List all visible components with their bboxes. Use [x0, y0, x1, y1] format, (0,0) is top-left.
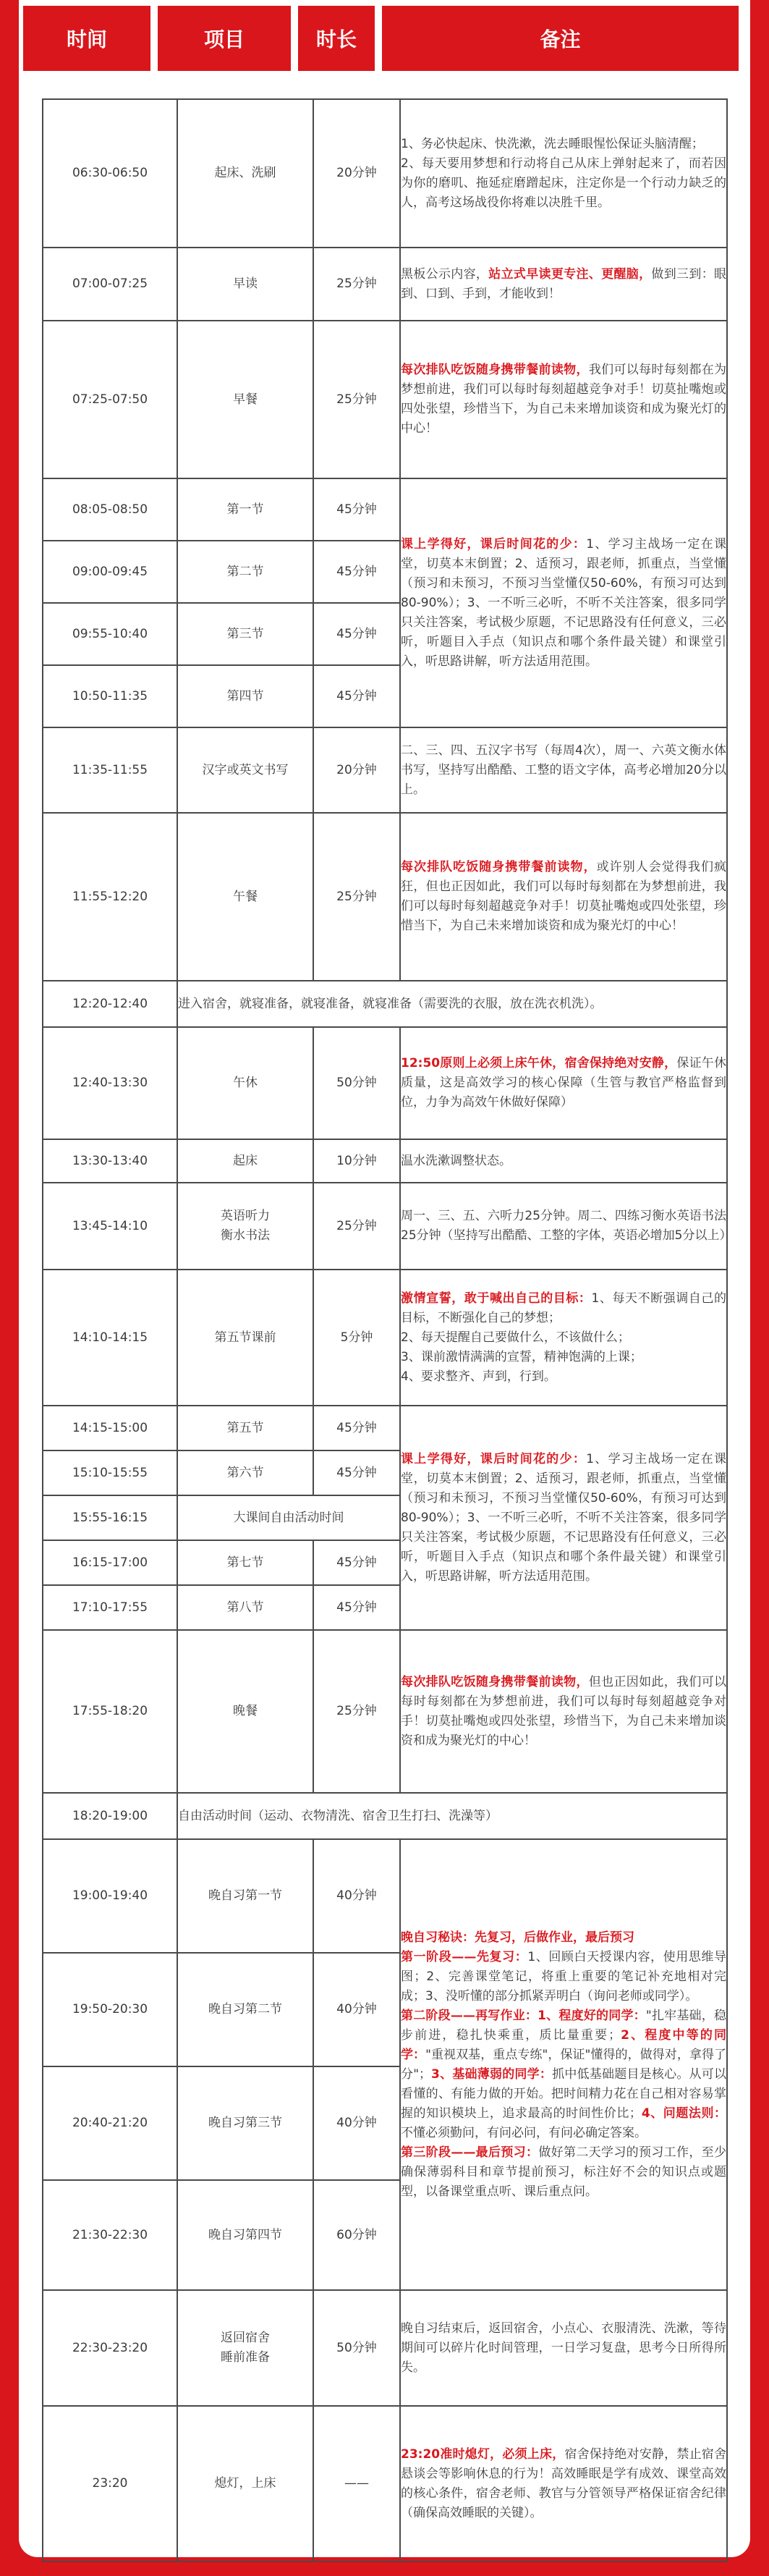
time-cell: 21:30-22:30: [43, 2180, 177, 2290]
item-cell: 汉字或英文书写: [177, 727, 313, 813]
duration-cell: 45分钟: [313, 1540, 400, 1585]
time-cell: 15:55-16:15: [43, 1495, 177, 1540]
time-cell: 07:00-07:25: [43, 248, 177, 321]
time-cell: 06:30-06:50: [43, 99, 177, 248]
note-text: 1、学习主战场一定在课堂，切莫本末倒置；2、适预习，跟老师，抓重点，当堂懂（预习和未预习，不预习当堂懂仅50-60%，有预习可达到80-90%）；3、一不听三必听，不听不关注答案，很多同学只关注答案，考试极少原题，不记思路没有任何意义，三必听，听题目入手点（知识点和哪个条件最关键）和课堂引入，听思路讲解，听方法适用范围。: [401, 536, 726, 669]
note-highlight: 课上学得好，课后时间花的少：: [401, 536, 587, 552]
time-cell: 22:30-23:20: [43, 2290, 177, 2406]
duration-cell: 50分钟: [313, 1027, 400, 1139]
schedule-table: [42, 98, 732, 2562]
note-cell: 1、务必快起床、快洗漱，洗去睡眼惺忪保证头脑清醒； 2、每天要用梦想和行动将自己从床上弹射起来了，而若因为你的磨叽、拖延症磨蹭起床，注定你是一个行动力缺乏的人，高考这场战役你将难以决胜千里。: [400, 99, 727, 248]
table-row: [43, 981, 727, 1027]
time-cell: 23:20: [43, 2406, 177, 2562]
time-cell: 14:10-14:15: [43, 1270, 177, 1406]
duration-cell: 40分钟: [313, 2066, 400, 2180]
item-cell: 第五节: [177, 1406, 313, 1450]
break-cell: 大课间自由活动时间: [177, 1495, 400, 1540]
note-highlight: 1、程度好的同学：: [538, 2008, 646, 2023]
note-text: 保证午休质量，这是高效学习的核心保障（生管与教官严格监督到位，力争为高效午休做好保障）: [401, 1056, 726, 1110]
duration-cell: 25分钟: [313, 1630, 400, 1793]
time-cell: 17:10-17:55: [43, 1585, 177, 1630]
table-row: [43, 2290, 727, 2406]
note-text: 抓中低基础题目是核心。从可以看懂的、有能力做的开始。把时间精力花在自己相对容易掌握的知识模块上，追求最高的时间性价比；: [401, 2066, 726, 2121]
time-cell: 13:30-13:40: [43, 1139, 177, 1183]
table-row: [43, 1270, 727, 1406]
duration-cell: 40分钟: [313, 1839, 400, 1953]
item-cell: 第三节: [177, 603, 313, 665]
note-cell: [400, 1630, 727, 1793]
item-cell: 第二节: [177, 541, 313, 603]
duration-cell: 10分钟: [313, 1139, 400, 1183]
note-text: 黑板公示内容，: [401, 266, 489, 282]
duration-cell: 25分钟: [313, 321, 400, 478]
duration-cell: 45分钟: [313, 478, 400, 541]
time-cell: 11:55-12:20: [43, 813, 177, 981]
duration-cell: 45分钟: [313, 603, 400, 665]
item-cell: 起床: [177, 1139, 313, 1183]
duration-cell: 45分钟: [313, 1450, 400, 1495]
note-highlight: 站立式早读更专注、更醒脑，: [488, 266, 652, 282]
note-text: 宿舍保持绝对安静，禁止宿舍悬谈会等影响休息的行为！高效睡眠是学有成效、课堂高效的核心条件，宿舍老师、教官与分管领导严格保证宿舍纪律（确保高效睡眠的关键）。: [401, 2446, 726, 2520]
table-row: [43, 1406, 727, 1450]
note-cell: [400, 1027, 727, 1139]
note-text: "扎牢基础，稳步前进，稳扎快乘重，质比量重要；: [401, 2008, 726, 2043]
duration-cell: 45分钟: [313, 1585, 400, 1630]
note-cell: [400, 2406, 727, 2562]
table-row: [43, 99, 727, 248]
header-time: 时间: [22, 4, 152, 72]
note-highlight: 2、程度中等的同学：: [401, 2027, 726, 2062]
item-cell: 晚自习第一节: [177, 1839, 313, 1953]
wide-note-cell: 自由活动时间（运动、衣物清洗、宿舍卫生打扫、洗澡等）: [177, 1793, 727, 1839]
item-cell: 晚自习第二节: [177, 1953, 313, 2066]
note-cell: 温水洗漱调整状态。: [400, 1139, 727, 1183]
table-row: [43, 321, 727, 478]
duration-cell: ——: [313, 2406, 400, 2562]
note-highlight: 23:20准时熄灯，必须上床，: [401, 2446, 565, 2462]
item-cell: 第六节: [177, 1450, 313, 1495]
table-row: [43, 478, 727, 541]
note-cell: [400, 248, 727, 321]
note-highlight: 每次排队吃饭随身携带餐前读物，: [401, 1674, 589, 1689]
time-cell: 12:40-13:30: [43, 1027, 177, 1139]
note-highlight: 3、基础薄弱的同学：: [431, 2066, 553, 2082]
duration-cell: 60分钟: [313, 2180, 400, 2290]
note-highlight: 课上学得好，课后时间花的少：: [401, 1451, 587, 1466]
item-cell: 第一节: [177, 478, 313, 541]
note-cell: [400, 321, 727, 478]
note-highlight: 4、问题法则：: [641, 2106, 726, 2121]
duration-cell: 25分钟: [313, 1183, 400, 1270]
table-row: [43, 727, 727, 813]
note-title: 晚自习秘诀：先复习，后做作业，最后预习: [401, 1930, 634, 1945]
duration-cell: 45分钟: [313, 1406, 400, 1450]
item-cell: 早餐: [177, 321, 313, 478]
header-item: 项目: [156, 4, 292, 72]
note-text: 做好第二天学习的预习工作，至少确保薄弱科目和章节提前预习，标注好不会的知识点或题型，以备课堂重点听、课后重点问。: [401, 2145, 727, 2199]
item-cell: 熄灯，上床: [177, 2406, 313, 2562]
note-cell: 晚自习结束后，返回宿舍，小点心、衣服清洗、洗漱，等待期间可以碎片化时间管理，一日学习复盘，思考今日所得所失。: [400, 2290, 727, 2406]
note-cell: [400, 478, 727, 727]
table-row: [43, 1183, 727, 1270]
table-row: [43, 248, 727, 321]
wide-note-cell: 进入宿舍，就寝准备，就寝准备，就寝准备（需要洗的衣服，放在洗衣机洗）。: [177, 981, 727, 1027]
table-row: [43, 1139, 727, 1183]
time-cell: 12:20-12:40: [43, 981, 177, 1027]
item-cell: 晚自习第四节: [177, 2180, 313, 2290]
note-text: 或许别人会觉得我们疯狂，但也正因如此，我们可以每时每刻都在为梦想前进，我们可以每时每刻超越竞争对手！切莫扯嘴炮或四处张望，珍惜当下，为自己未来增加谈资和成为聚光灯的中心！: [401, 860, 726, 933]
note-highlight: 12:50原则上必须上床午休，宿舍保持绝对安静，: [401, 1056, 677, 1070]
duration-cell: 50分钟: [313, 2290, 400, 2406]
item-cell: 晚自习第三节: [177, 2066, 313, 2180]
item-cell: 第八节: [177, 1585, 313, 1630]
time-cell: 18:20-19:00: [43, 1793, 177, 1839]
time-cell: 19:00-19:40: [43, 1839, 177, 1953]
time-cell: 16:15-17:00: [43, 1540, 177, 1585]
time-cell: 20:40-21:20: [43, 2066, 177, 2180]
note-highlight: 激情宣誓，敢于喊出自己的目标：: [401, 1291, 592, 1306]
note-cell: 周一、三、五、六听力25分钟。周二、四练习衡水英语书法25分钟（坚持写出酷酷、工整的字体，英语必增加5分以上）: [400, 1183, 727, 1270]
note-text: 做到三到：眼到、口到、手到，才能收到！: [401, 266, 727, 301]
time-cell: 14:15-15:00: [43, 1406, 177, 1450]
time-cell: 07:25-07:50: [43, 321, 177, 478]
duration-cell: 5分钟: [313, 1270, 400, 1406]
header-note: 备注: [381, 4, 740, 72]
table-row: [43, 1027, 727, 1139]
note-text: 1、回顾白天授课内容，使用思维导图；2、完善课堂笔记，将重上重要的笔记补充地相对完成；3、没听懂的部分抓紧弄明白（询问老师或同学）。: [401, 1949, 727, 2003]
duration-cell: 25分钟: [313, 248, 400, 321]
note-cell: [400, 1406, 727, 1630]
note-highlight: 每次排队吃饭随身携带餐前读物，: [401, 860, 597, 874]
table-row: [43, 1793, 727, 1839]
note-cell: [400, 813, 727, 981]
item-cell: 英语听力 衡水书法: [177, 1183, 313, 1270]
note-text: 我们可以每时每刻都在为梦想前进，我们可以每时每刻超越竞争对手！切莫扯嘴炮或四处张望，珍惜当下，为自己未来增加谈资和成为聚光灯的中心！: [401, 363, 727, 436]
note-text: 1、学习主战场一定在课堂，切莫本末倒置；2、适预习，跟老师，抓重点，当堂懂（预习和未预习，不预习当堂懂仅50-60%，有预习可达到80-90%）；3、一不听三必听，不听不关注答案，很多同学只关注答案，考试极少原题，不记思路没有任何意义，三必听，听题目入手点（知识点和哪个条件最关键）和课堂引入，听思路讲解，听方法适用范围。: [401, 1451, 726, 1584]
item-cell: 午餐: [177, 813, 313, 981]
duration-cell: 25分钟: [313, 813, 400, 981]
item-cell: 第七节: [177, 1540, 313, 1585]
time-cell: 09:00-09:45: [43, 541, 177, 603]
table-row: [43, 2406, 727, 2562]
time-cell: 19:50-20:30: [43, 1953, 177, 2066]
item-cell: 起床、洗刷: [177, 99, 313, 248]
table-row: [43, 1630, 727, 1793]
duration-cell: 40分钟: [313, 1953, 400, 2066]
duration-cell: 45分钟: [313, 665, 400, 727]
note-text: "重视双基，重点专练"，保证"懂得的，做得对，拿得了分"；: [401, 2047, 726, 2082]
duration-cell: 45分钟: [313, 541, 400, 603]
time-cell: 17:55-18:20: [43, 1630, 177, 1793]
note-cell: [400, 1839, 727, 2290]
time-cell: 13:45-14:10: [43, 1183, 177, 1270]
time-cell: 10:50-11:35: [43, 665, 177, 727]
note-text: 1、每天不断强调自己的目标，不断强化自己的梦想； 2、每天提醒自己要做什么，不该做什么； 3、课前激情满满的宣誓，精神饱满的上课； 4、要求整齐、声到，行到。: [401, 1291, 726, 1384]
item-cell: 返回宿舍 睡前准备: [177, 2290, 313, 2406]
note-text: 但也正因如此，我们可以每时每刻都在为梦想前进，我们可以每时每刻超越竞争对手！切莫扯嘴炮或四处张望，珍惜当下，为自己未来增加谈资和成为聚光灯的中心！: [401, 1674, 727, 1748]
time-cell: 15:10-15:55: [43, 1450, 177, 1495]
item-cell: 第四节: [177, 665, 313, 727]
note-highlight: 第二阶段——再写作业：: [401, 2008, 538, 2023]
time-cell: 11:35-11:55: [43, 727, 177, 813]
item-cell: 晚餐: [177, 1630, 313, 1793]
duration-cell: 20分钟: [313, 99, 400, 248]
note-cell: [400, 1270, 727, 1406]
note-highlight: 第一阶段——先复习：: [401, 1949, 528, 1964]
note-text: 不懂必须勤问，有问必问，有问必确定答案。: [401, 2125, 647, 2140]
table-row: [43, 813, 727, 981]
item-cell: 第五节课前: [177, 1270, 313, 1406]
table-header: [22, 4, 747, 72]
table-row: [43, 1839, 727, 1953]
note-highlight: 第三阶段——最后预习：: [401, 2145, 539, 2160]
note-cell: 二、三、四、五汉字书写（每周4次），周一、六英文衡水体书写，坚持写出酷酷、工整的语文字体，高考必增加20分以上。: [400, 727, 727, 813]
time-cell: 08:05-08:50: [43, 478, 177, 541]
note-highlight: 每次排队吃饭随身携带餐前读物，: [401, 363, 589, 377]
item-cell: 早读: [177, 248, 313, 321]
header-duration: 时长: [297, 4, 376, 72]
item-cell: 午休: [177, 1027, 313, 1139]
duration-cell: 20分钟: [313, 727, 400, 813]
time-cell: 09:55-10:40: [43, 603, 177, 665]
